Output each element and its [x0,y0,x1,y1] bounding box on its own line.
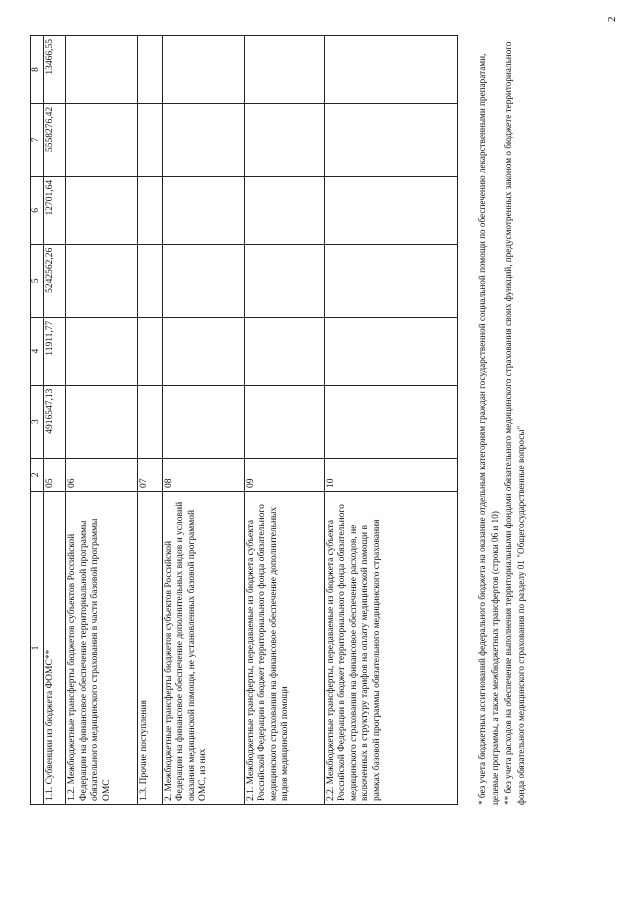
value-cell [324,385,457,458]
row-code-cell: 06 [66,458,138,491]
value-cell [162,36,244,104]
header-cell: 2 [31,458,44,491]
row-name-cell: 2.2. Межбюджетные трансферты, передаваемые из бюджета субъекта Российской Федерации в бюджет территориального фонда обязательного медицинского страхования на финансовое обеспечение расходов, не включенных в структуру тарифов на оплату медицинской помощи в рамках базовой программы обязательного медицинского страхования [324,491,457,804]
header-cell: 1 [31,491,44,804]
value-cell [66,244,138,317]
table-header-row [31,36,44,805]
footnote-2: ** без учета расходов на обеспечение выполнения территориальными фондами обязательного медицинского страхования своих функций, предусмотренных законом о бюджете территориального фонда обязательного медицинского страхования по разделу 01 "Общегосударственные вопросы" [503,41,526,805]
value-cell: 4916547,13 [43,385,66,458]
row-code-cell: 09 [244,458,324,491]
value-cell [324,36,457,104]
table-row [43,36,66,805]
value-cell [137,385,162,458]
budget-table [30,35,458,805]
value-cell: 5558276,42 [43,103,66,176]
value-cell [162,103,244,176]
page-number: 2 [606,16,618,22]
value-cell [137,244,162,317]
value-cell [162,176,244,244]
header-cell: 8 [31,36,44,104]
value-cell: 5242562,26 [43,244,66,317]
row-code-cell: 08 [162,458,244,491]
header-cell: 4 [31,317,44,385]
value-cell [137,317,162,385]
table-row [324,36,457,805]
value-cell [66,103,138,176]
value-cell [324,103,457,176]
row-name-cell: 1.2. Межбюджетные трансферты бюджетов субъектов Российской Федерации на финансовое обеспечение территориальной программы обязательного медицинского страхования в части базовой программы ОМС [66,491,138,804]
table-row [162,36,244,805]
value-cell [66,385,138,458]
value-cell [137,36,162,104]
value-cell [244,317,324,385]
value-cell: 13466,55 [43,36,66,104]
value-cell [244,176,324,244]
row-name-cell: 1.1. Субвенции из бюджета ФОМС** [43,491,66,804]
header-cell: 7 [31,103,44,176]
table-row [66,36,138,805]
value-cell [324,317,457,385]
value-cell [162,244,244,317]
value-cell [66,176,138,244]
footnotes [476,25,528,805]
value-cell [324,176,457,244]
footnote-1: * без учета бюджетных ассигнований федерального бюджета на оказание отдельным категориям граждан государственной социальной помощи по обеспечению лекарственными препаратами, целевые программы, а также межбюджетных трансфертов (строки 06 и 10) [477,53,500,805]
value-cell [66,317,138,385]
value-cell: 12701,64 [43,176,66,244]
header-cell: 3 [31,385,44,458]
header-cell: 6 [31,176,44,244]
value-cell [244,36,324,104]
row-code-cell: 07 [137,458,162,491]
row-name-cell: 1.3. Прочие поступления [137,491,162,804]
value-cell [66,36,138,104]
value-cell [162,385,244,458]
row-code-cell: 05 [43,458,66,491]
row-code-cell: 10 [324,458,457,491]
table-row [137,36,162,805]
value-cell [162,317,244,385]
value-cell [137,176,162,244]
value-cell [244,244,324,317]
value-cell [244,385,324,458]
header-cell: 5 [31,244,44,317]
table-row [244,36,324,805]
value-cell [244,103,324,176]
row-name-cell: 2.1. Межбюджетные трансферты, передаваемые из бюджета субъекта Российской Федерации в бюджет территориального фонда обязательного медицинского страхования на финансовое обеспечение дополнительных видов медицинской помощи [244,491,324,804]
row-name-cell: 2. Межбюджетные трансферты бюджетов субъектов Российской Федерации на финансовое обеспечение дополнительных видов и условий оказания медицинской помощи, не установленных базовой программой ОМС, из них [162,491,244,804]
value-cell: 11911,77 [43,317,66,385]
value-cell [324,244,457,317]
value-cell [137,103,162,176]
